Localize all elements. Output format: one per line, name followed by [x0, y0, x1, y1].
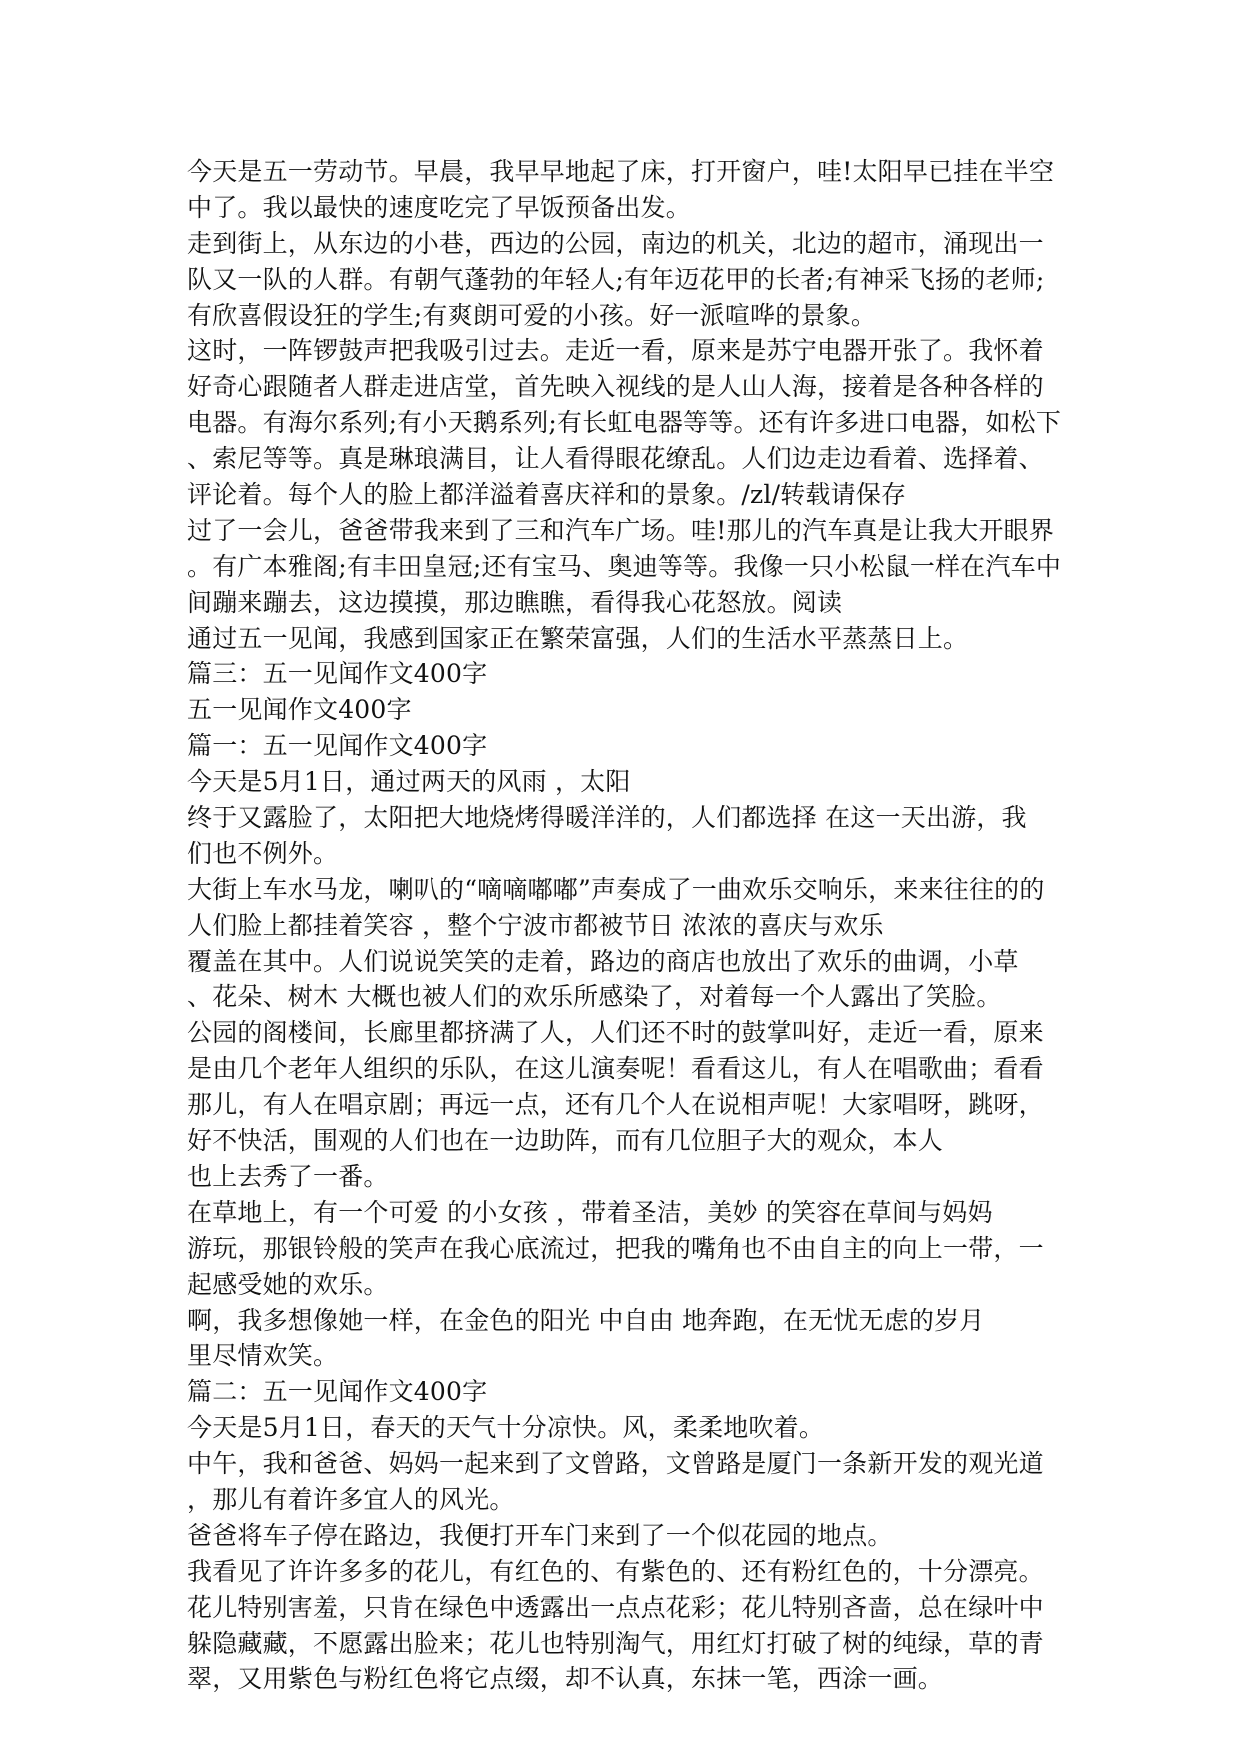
text-line: 篇一：五一见闻作文400字: [187, 731, 488, 761]
document-body: [187, 154, 1067, 1697]
text-line: 队又一队的人群。有朝气蓬勃的年轻人;有年迈花甲的长者;有神采飞扬的老师;: [187, 264, 1045, 294]
text-line: 。有广本雅阁;有丰田皇冠;还有宝马、奥迪等等。我像一只小松鼠一样在汽车中: [187, 551, 1062, 581]
text-line: 翠，又用紫色与粉红色将它点缀，却不认真，东抹一笔，西涂一画。: [187, 1664, 944, 1694]
text-line: 好奇心跟随者人群走进店堂，首先映入视线的是人山人海，接着是各种各样的: [187, 372, 1044, 402]
text-line: 电器。有海尔系列;有小天鹅系列;有长虹电器等等。还有许多进口电器，如松下: [187, 408, 1062, 438]
text-line: 、花朵、树木 大概也被人们的欢乐所感染了，对着每一个人露出了笑脸。: [187, 982, 1002, 1012]
text-line: 评论着。每个人的脸上都洋溢着喜庆祥和的景象。/zl/转载请保存: [187, 480, 907, 510]
text-line: 有欣喜假设狂的学生;有爽朗可爱的小孩。好一派喧哗的景象。: [187, 300, 877, 330]
text-line: 也上去秀了一番。: [187, 1161, 389, 1191]
text-line: 游玩，那银铃般的笑声在我心底流过，把我的嘴角也不由自主的向上一带，一: [187, 1233, 1044, 1263]
text-line: ，那儿有着许多宜人的风光。: [187, 1484, 515, 1514]
text-line: 是由几个老年人组织的乐队，在这儿演奏呢！看看这儿，有人在唱歌曲；看看: [187, 1054, 1044, 1084]
text-line: 起感受她的欢乐。: [187, 1269, 389, 1299]
text-line: 覆盖在其中。人们说说笑笑的走着，路边的商店也放出了欢乐的曲调，小草: [187, 946, 1019, 976]
text-line: 啊，我多想像她一样，在金色的阳光 中自由 地奔跑，在无忧无虑的岁月: [187, 1305, 985, 1335]
text-line: 中午，我和爸爸、妈妈一起来到了文曾路，文曾路是厦门一条新开发的观光道: [187, 1449, 1044, 1479]
text-line: 走到街上，从东边的小巷，西边的公园，南边的机关，北边的超市，涌现出一: [187, 228, 1044, 258]
text-line: 花儿特别害羞，只肯在绿色中透露出一点点花彩；花儿特别吝啬，总在绿叶中: [187, 1592, 1044, 1622]
text-line: 今天是五一劳动节。早晨，我早早地起了床，打开窗户，哇!太阳早已挂在半空: [187, 157, 1055, 186]
text-line: 间蹦来蹦去，这边摸摸，那边瞧瞧，看得我心花怒放。阅读: [187, 587, 843, 617]
text-line: 公园的阁楼间，长廊里都挤满了人，人们还不时的鼓掌叫好，走近一看，原来: [187, 1018, 1044, 1048]
text-line: 、索尼等等。真是琳琅满目，让人看得眼花缭乱。人们边走边看着、选择着、: [187, 444, 1044, 474]
text-line: 五一见闻作文400字: [187, 695, 412, 725]
text-line: 里尽情欢笑。: [187, 1341, 339, 1371]
text-line: 终于又露脸了，太阳把大地烧烤得暖洋洋的，人们都选择 在这一天出游，我: [187, 803, 1027, 833]
text-line: 篇三：五一见闻作文400字: [187, 659, 488, 689]
text-line: 篇二：五一见闻作文400字: [187, 1377, 488, 1407]
text-line: 爸爸将车子停在路边，我便打开车门来到了一个似花园的地点。: [187, 1520, 893, 1550]
text-line: 这时，一阵锣鼓声把我吸引过去。走近一看，原来是苏宁电器开张了。我怀着: [187, 336, 1044, 366]
text-line: 过了一会儿，爸爸带我来到了三和汽车广场。哇!那儿的汽车真是让我大开眼界: [187, 515, 1055, 545]
text-line: 今天是5月1日，春天的天气十分凉快。风，柔柔地吹着。: [187, 1413, 825, 1443]
text-line: 们也不例外。: [187, 838, 339, 868]
text-line: 躲隐藏藏，不愿露出脸来；花儿也特别淘气，用红灯打破了树的纯绿，草的青: [187, 1628, 1044, 1658]
text-line: 通过五一见闻，我感到国家正在繁荣富强，人们的生活水平蒸蒸日上。: [187, 623, 969, 653]
text-line: 中了。我以最快的速度吃完了早饭预备出发。: [187, 192, 692, 222]
text-line: 人们脸上都挂着笑容 ，整个宁波市都被节日 浓浓的喜庆与欢乐: [187, 910, 884, 940]
text-line: 在草地上，有一个可爱 的小女孩 ，带着圣洁，美妙 的笑容在草间与妈妈: [187, 1197, 993, 1227]
text-line: 好不快活，围观的人们也在一边助阵，而有几位胆子大的观众，本人: [187, 1126, 944, 1156]
text-line: 那儿，有人在唱京剧；再远一点，还有几个人在说相声呢！大家唱呀，跳呀，: [187, 1090, 1044, 1120]
text-line: 大街上车水马龙，喇叭的“嘀嘀嘟嘟”声奏成了一曲欢乐交响乐，来来往往的的: [187, 874, 1045, 904]
text-line: 今天是5月1日，通过两天的风雨 ，太阳: [187, 767, 631, 797]
text-line: 我看见了许许多多的花儿，有红色的、有紫色的、还有粉红色的，十分漂亮。: [187, 1556, 1044, 1586]
